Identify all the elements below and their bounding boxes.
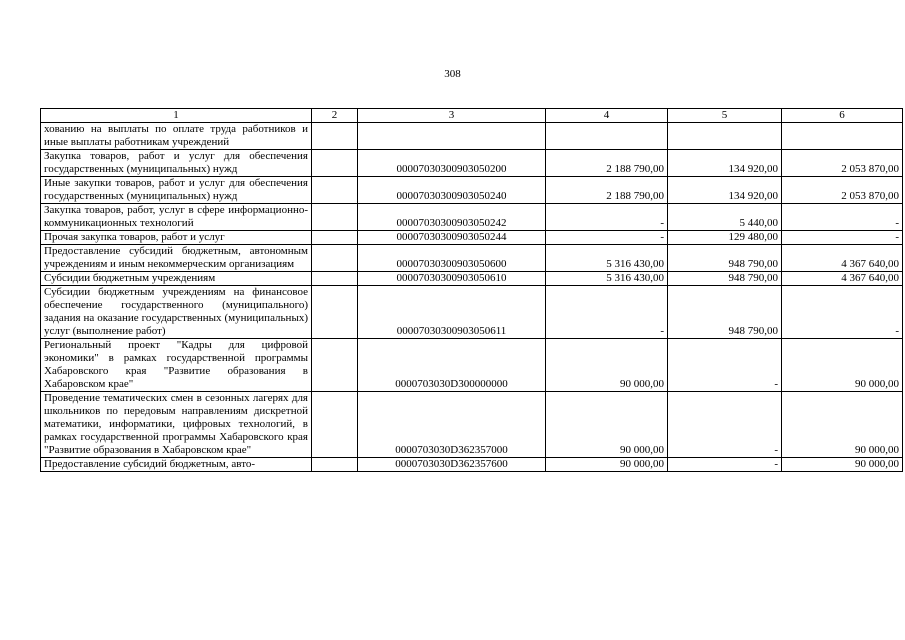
row-value-6: -: [782, 286, 903, 339]
row-code: 00007030300903050200: [358, 150, 546, 177]
page-number: 308: [444, 68, 461, 80]
row-description: Предоставление субсидий бюджетным, автономным учреждениям и иным некоммерческим организациям: [41, 245, 312, 272]
table-row: [41, 339, 903, 392]
row-code: 0000703030D362357000: [358, 392, 546, 458]
row-code: 00007030300903050600: [358, 245, 546, 272]
row-value-4: 5 316 430,00: [546, 272, 668, 286]
table-row: [41, 204, 903, 231]
row-column-2: [312, 245, 358, 272]
row-column-2: [312, 392, 358, 458]
row-column-2: [312, 231, 358, 245]
column-header: 1: [41, 109, 312, 123]
table-row: [41, 177, 903, 204]
table-row: [41, 245, 903, 272]
row-value-5: 948 790,00: [668, 286, 782, 339]
column-header: 2: [312, 109, 358, 123]
row-description: Региональный проект "Кадры для цифровой экономики" в рамках государственной программы Хабаровского края "Развитие образования в Хабаровском крае": [41, 339, 312, 392]
row-value-4: 5 316 430,00: [546, 245, 668, 272]
row-description: Проведение тематических смен в сезонных лагерях для школьников по передовым направлениям дискретной математики, информатики, цифровых технологий, в рамках государственной программы Хабаровского края "Развитие образования в Хабаровском крае": [41, 392, 312, 458]
row-value-6: -: [782, 204, 903, 231]
row-column-2: [312, 286, 358, 339]
row-description: Закупка товаров, работ и услуг для обеспечения государственных (муниципальных) нужд: [41, 150, 312, 177]
row-value-4: 90 000,00: [546, 339, 668, 392]
column-header: 5: [668, 109, 782, 123]
row-description: хованию на выплаты по оплате труда работников и иные выплаты работникам учреждений: [41, 123, 312, 150]
row-value-6: [782, 123, 903, 150]
row-value-5: 948 790,00: [668, 272, 782, 286]
row-description: Субсидии бюджетным учреждениям на финансовое обеспечение государственного (муниципального) задания на оказание государственных (муниципальных) услуг (выполнение работ): [41, 286, 312, 339]
row-value-4: 2 188 790,00: [546, 150, 668, 177]
row-value-4: -: [546, 231, 668, 245]
row-value-6: 90 000,00: [782, 458, 903, 472]
row-value-4: -: [546, 204, 668, 231]
header-row: [41, 109, 903, 123]
table-row: [41, 231, 903, 245]
table-row: [41, 272, 903, 286]
row-code: [358, 123, 546, 150]
row-value-5: [668, 123, 782, 150]
row-column-2: [312, 458, 358, 472]
row-value-6: 2 053 870,00: [782, 177, 903, 204]
row-column-2: [312, 123, 358, 150]
table-row: [41, 123, 903, 150]
row-value-4: [546, 123, 668, 150]
row-column-2: [312, 272, 358, 286]
row-code: 0000703030D300000000: [358, 339, 546, 392]
row-value-5: -: [668, 458, 782, 472]
row-column-2: [312, 150, 358, 177]
row-column-2: [312, 177, 358, 204]
row-value-6: -: [782, 231, 903, 245]
row-value-4: 90 000,00: [546, 392, 668, 458]
row-code: 00007030300903050611: [358, 286, 546, 339]
row-value-5: -: [668, 339, 782, 392]
row-value-6: 2 053 870,00: [782, 150, 903, 177]
row-value-4: 90 000,00: [546, 458, 668, 472]
row-description: Предоставление субсидий бюджетным, авто-: [41, 458, 312, 472]
column-header: 6: [782, 109, 903, 123]
row-column-2: [312, 339, 358, 392]
budget-table: [40, 108, 903, 472]
row-description: Субсидии бюджетным учреждениям: [41, 272, 312, 286]
row-value-4: 2 188 790,00: [546, 177, 668, 204]
row-code: 00007030300903050244: [358, 231, 546, 245]
column-header: 4: [546, 109, 668, 123]
row-value-5: 129 480,00: [668, 231, 782, 245]
row-code: 00007030300903050240: [358, 177, 546, 204]
table-row: [41, 392, 903, 458]
row-code: 0000703030D362357600: [358, 458, 546, 472]
table-row: [41, 286, 903, 339]
table-row: [41, 458, 903, 472]
row-code: 00007030300903050242: [358, 204, 546, 231]
row-value-5: -: [668, 392, 782, 458]
table-row: [41, 150, 903, 177]
row-value-6: 4 367 640,00: [782, 272, 903, 286]
row-value-5: 134 920,00: [668, 150, 782, 177]
row-value-5: 948 790,00: [668, 245, 782, 272]
column-header: 3: [358, 109, 546, 123]
row-description: Иные закупки товаров, работ и услуг для обеспечения государственных (муниципальных) нужд: [41, 177, 312, 204]
row-value-4: -: [546, 286, 668, 339]
row-description: Закупка товаров, работ, услуг в сфере информационно-коммуникационных технологий: [41, 204, 312, 231]
row-value-6: 4 367 640,00: [782, 245, 903, 272]
row-value-6: 90 000,00: [782, 392, 903, 458]
row-value-5: 134 920,00: [668, 177, 782, 204]
row-value-5: 5 440,00: [668, 204, 782, 231]
row-value-6: 90 000,00: [782, 339, 903, 392]
row-description: Прочая закупка товаров, работ и услуг: [41, 231, 312, 245]
row-column-2: [312, 204, 358, 231]
row-code: 00007030300903050610: [358, 272, 546, 286]
